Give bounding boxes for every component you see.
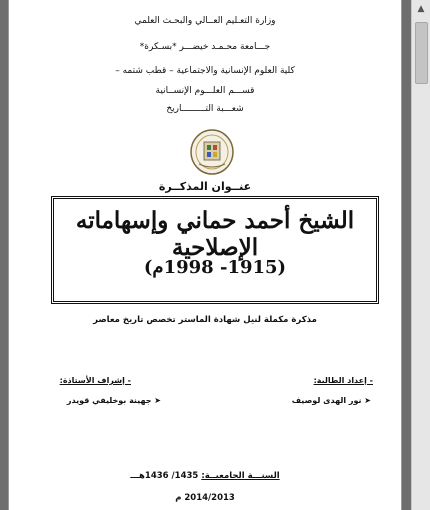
academic-year-line [17, 471, 393, 481]
document-page [8, 0, 402, 510]
thesis-title: الشيخ أحمد حماني وإسهاماته الإصلاحية [75, 207, 355, 261]
department-line: قســـم العلـــوم الإنســانية [155, 86, 255, 96]
thesis-subtitle: مذكرة مكملة لنيل شهادة الماستر تخصص تاريخ معاصر [93, 315, 317, 325]
thesis-dates: (1915- 1998م) [143, 257, 287, 278]
bullet-icon: ➤ [361, 396, 371, 405]
ministry-line: وزارة التعـليم العــالي والبحـث العلمي [134, 16, 276, 26]
thesis-title-label: عنــوان المذكــرة [158, 180, 252, 193]
branch-line: شعـــبة التـــــــــاريخ [166, 104, 244, 114]
vertical-scrollbar[interactable] [411, 0, 430, 510]
academic-year-hijri: 1435/ 1436هـــ [130, 471, 199, 481]
student-name-text: نور الهدى لوصيف [291, 396, 362, 405]
academic-year-gregorian: 2014/2013 م [175, 493, 235, 503]
student-label: - إعداد الطالبة: [313, 376, 373, 385]
bullet-icon: ➤ [151, 396, 161, 405]
supervisor-label: - إشراف الأستاذة: [59, 376, 131, 385]
scroll-thumb[interactable] [415, 22, 428, 84]
faculty-line: كلية العلوم الإنسانية والاجتماعية – قطب شتمه – [115, 66, 295, 76]
document-content [17, 0, 393, 510]
supervisor-name-text: جهينة بوخليفي قويدر [66, 396, 152, 405]
university-seal-icon [189, 128, 235, 176]
thesis-title-box [51, 196, 379, 304]
student-name [292, 396, 371, 405]
academic-year-label: السنـــة الجامعيــة: [201, 471, 280, 481]
university-line: جـــامعة محـمـد خيضـــر *بسـكرة* [139, 42, 271, 52]
scroll-up-icon[interactable]: ▲ [417, 4, 425, 14]
supervisor-name [67, 396, 161, 405]
